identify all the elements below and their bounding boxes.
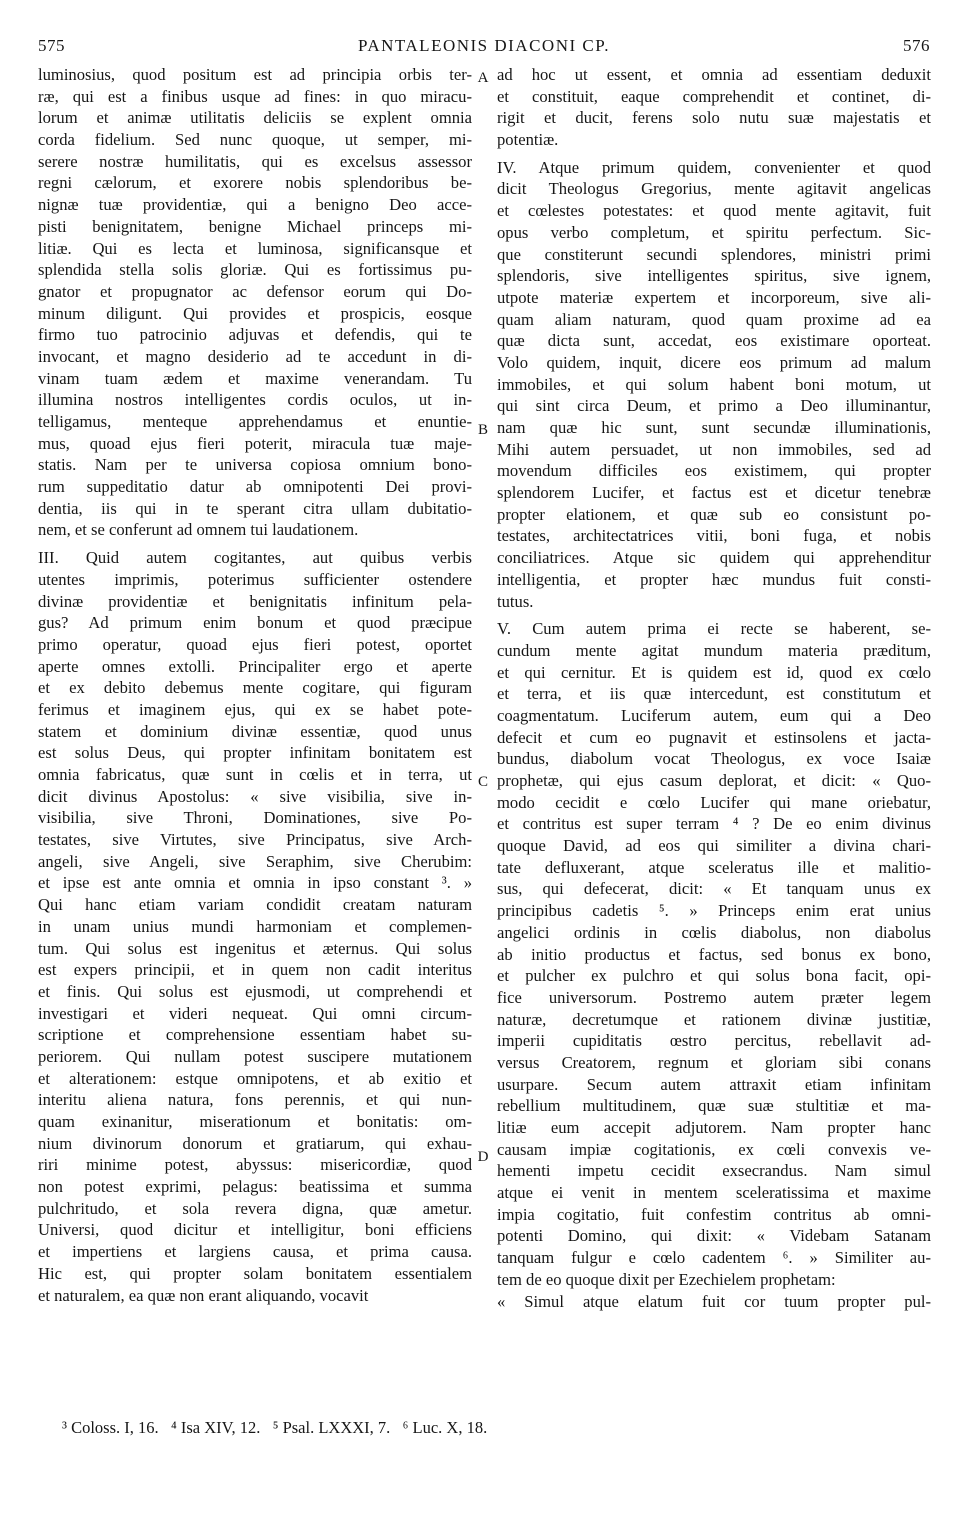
running-title: PANTALEONIS DIACONI CP. xyxy=(357,36,611,55)
text-line: Mihi autem persuadet, ut non immobiles, sed ad xyxy=(497,439,931,459)
text-line: immobiles, et qui solum habent boni motum, ut xyxy=(497,374,931,394)
text-line: primo operatur, quoad ejus fieri potest, oportet xyxy=(38,634,472,654)
text-line: regni cælorum, et exorere nobis splendoribus be- xyxy=(38,173,472,193)
text-line: dicit Theologus Gregorius, mente agitavit angelicas xyxy=(497,179,931,199)
text-line: et ex debito debemus mente cogitare, qui figuram xyxy=(38,678,472,698)
text-line: gus? Ad primum enim bonum et quod præcipue xyxy=(38,613,472,633)
text-line: splendida stella solis gloriæ. Qui es fortissimus pu- xyxy=(38,260,472,280)
text-line: impia cogitatio, fuit confestim contritus ab omni- xyxy=(497,1204,931,1224)
text-line: cundum mente agitat mundum materia præditum, xyxy=(497,640,931,660)
text-line: Universi, quod dicitur et intelligitur, boni efficiens xyxy=(38,1220,472,1240)
text-line: visibilia, sive Throni, Dominationes, sive Po- xyxy=(38,808,472,828)
text-line: lorum et animæ utilitatis deliciis se explent omnia xyxy=(38,108,472,128)
margin-marker-a: A xyxy=(477,70,489,86)
text-line: Volo quidem, inquit, dicere eos primum ad malum xyxy=(497,352,931,372)
text-line: angelici ordinis in cœlis diabolus, non diabolus xyxy=(497,922,931,942)
text-line: ab initio productus et factus, sed bonus ex bono, xyxy=(497,944,931,964)
margin-marker-b: B xyxy=(477,422,488,438)
text-line: scriptione et comprehensione essentiam habet su- xyxy=(38,1025,472,1045)
text-line: et pulcher ex pulchro et qui solus bona facit, opi- xyxy=(497,966,931,986)
text-line: in unam unius mundi harmoniam et complemen- xyxy=(38,916,472,936)
text-line: ræ, qui est a finibus usque ad fines: in quo miracu- xyxy=(38,86,472,106)
text-line: vinam tuam ædem et maxime venerandam. Tu xyxy=(38,368,472,388)
text-line: quam aliam naturam, quod quam proxime ad ea xyxy=(497,309,931,329)
text-line: III. Quid autem cogitantes, aut quibus verbis xyxy=(38,548,472,568)
text-line: statis. Nam per te universa copiosa omnium bono- xyxy=(38,455,472,475)
text-line: principibus cadetis ⁵. » Princeps enim erat unius xyxy=(497,901,931,921)
text-line: et naturalem, ea quæ non erant aliquando, vocavit xyxy=(38,1285,369,1305)
text-line: utentes imprimis, poterimus sufficienter ostendere xyxy=(38,569,472,589)
text-line: Qui hanc etiam variam condidit creatam naturam xyxy=(38,895,472,915)
text-line: coagmentatum. Luciferum autem, eum qui a Deo xyxy=(497,705,931,725)
text-line: litiæ. Qui es lecta et luminosa, significansque et xyxy=(38,238,472,258)
text-line: aperte omnes extolli. Principaliter ergo et aperte xyxy=(38,656,472,676)
footnotes: ³ Coloss. I, 16. ⁴ Isa XIV, 12. ⁵ Psal. LXXXI, 7. ⁶ Luc. X, 18. xyxy=(62,1418,488,1437)
text-line: tanquam fulgur e cœlo cadentem ⁶. » Similiter au- xyxy=(497,1248,931,1268)
text-line: quoque David, ad eos qui similiter a divina chari- xyxy=(497,836,931,856)
text-line: litiæ eum accepit adjutorem. Nam propter hanc xyxy=(497,1118,931,1137)
text-line: nium divinorum donorum et gratiarum, qui exhau- xyxy=(38,1133,472,1153)
text-line: investigari et videri nequeat. Qui omni circum- xyxy=(38,1003,472,1023)
text-line: potenti Domino, qui dixit: « Videbam Satanam xyxy=(497,1226,931,1246)
text-line: quæ dicta sunt, accedat, eos existimare oporteat. xyxy=(497,331,931,351)
text-line: invocant, et magno desiderio ad te accedunt in di- xyxy=(38,346,472,366)
text-line: interitu aliena natura, fons perennis, et qui nun- xyxy=(38,1090,472,1110)
text-line: quam exinanitur, miserationum et bonitatis: om- xyxy=(38,1112,472,1131)
text-line: movendum difficiles eos existimem, qui propter xyxy=(497,461,931,481)
text-line: opus verbo completum, et spiritu perfectum. Sic- xyxy=(497,222,931,242)
text-line: splendoris, sive intelligentes spiritus, sive ignem, xyxy=(497,266,931,286)
text-line: et impertiens et largiens causa, et prima causa. xyxy=(38,1242,472,1262)
text-line: rebellium multitudinem, quæ suæ stultitiæ et ma- xyxy=(497,1096,931,1116)
margin-marker-d: D xyxy=(477,1149,489,1165)
text-line: periorem. Qui nullam potest suscipere mutationem xyxy=(38,1046,472,1066)
text-line: defecit et cum eo pugnavit et estinsolens et jacta- xyxy=(497,727,931,747)
text-line: hementi impetu cecidit exsecrandus. Nam simul xyxy=(497,1161,931,1181)
text-line: versus Creatorem, regnum et gloriam sibi conans xyxy=(497,1052,931,1072)
text-line: et contritus est super terram ⁴ ? De eo enim divinus xyxy=(497,814,931,834)
text-line: fice universorum. Postremo autem præter legem xyxy=(497,987,931,1007)
text-line: et alterationem: estque omnipotens, et ab exitio et xyxy=(38,1068,472,1088)
text-line: et finis. Qui solus est ejusmodi, ut comprehendi et xyxy=(38,981,472,1001)
page-number-left: 575 xyxy=(38,36,65,55)
text-line: ad hoc ut essent, et omnia ad essentiam deduxit xyxy=(497,65,931,84)
text-line: bundus, diabolum vocat Theologus, ex voce Isaiæ xyxy=(497,749,931,769)
text-line: « Simul atque elatum fuit cor tuum propter pul- xyxy=(497,1291,931,1311)
text-line: dentia, iis qui in te sperant citra ullam dubitatio- xyxy=(38,498,472,518)
text-line: nignæ tuæ providentiæ, qui a benigno Deo acce- xyxy=(38,195,472,215)
left-column xyxy=(38,64,472,1306)
text-line: prophetæ, qui ejus casum deplorat, et dicit: « Quo- xyxy=(497,771,931,790)
text-line: testates, architectatrices vitii, boni fuga, et nobis xyxy=(497,526,931,546)
text-line: utpote materiæ expertem et incorporeum, sive ali- xyxy=(497,287,931,307)
text-line: divinæ providentiæ et benignitatis infinitum pela- xyxy=(38,591,472,611)
text-line: que constiterunt secundi splendores, ministri primi xyxy=(497,244,931,264)
text-line: naturæ, decretumque et rationem divinæ justitiæ, xyxy=(497,1009,931,1029)
text-line: IV. Atque primum quidem, convenienter et quod xyxy=(497,157,931,177)
text-line: telligamus, menteque apprehendamus et enuntie- xyxy=(38,412,472,431)
text-line: luminosius, quod positum est ad principia orbis ter- xyxy=(38,65,472,84)
text-line: serere nostræ humilitatis, qui es excelsus assessor xyxy=(38,151,472,171)
text-line: usurpare. Secum autem attraxit etiam infinitam xyxy=(497,1074,931,1094)
text-line: est expers principii, et in quem non cadit interitus xyxy=(38,960,472,980)
text-line: corda fidelium. Sed nunc quoque, ut semper, mi- xyxy=(38,130,472,150)
right-column xyxy=(497,64,931,1312)
text-line: illumina nostros intelligentes cordis oculos, ut in- xyxy=(38,390,472,410)
text-line: nam quæ hic sunt, sunt secundæ illuminationis, xyxy=(497,418,931,437)
text-line: tem de eo quoque dixit per Ezechielem prophetam: xyxy=(497,1269,836,1289)
text-line: pulchritudo, et sola revera digna, quæ ametur. xyxy=(38,1198,472,1218)
text-line: angeli, sive Angeli, sive Seraphim, sive Cherubim: xyxy=(38,851,472,871)
text-line: tum. Qui solus est ingenitus et æternus. Qui solus xyxy=(38,938,472,958)
text-line: et terra, et iis quæ intercedunt, est constitutum et xyxy=(497,684,931,704)
text-line: conciliatrices. Atque sic quidem qui apprehenditur xyxy=(497,548,931,568)
text-line: et constituit, eaque comprehendit et continet, di- xyxy=(497,86,931,106)
text-line: omnia fabricatus, quæ sunt in cœlis et in terra, ut xyxy=(38,765,472,784)
text-line: riri minime potest, abyssus: misericordiæ, quod xyxy=(38,1155,472,1175)
text-line: imperii cupiditatis œstro percitus, rebellavit ad- xyxy=(497,1031,931,1051)
text-line: sus, qui defecerat, dicit: « Et tanquam unus ex xyxy=(497,879,931,899)
text-line: tutus. xyxy=(497,591,534,611)
text-line: et cœlestes potestates: et quod mente agitavit, fuit xyxy=(497,201,931,221)
text-line: minum diligunt. Qui provides et prospicis, eosque xyxy=(38,303,472,323)
text-line: et qui cernitur. Et is quidem est id, quod ex cœlo xyxy=(497,662,931,682)
text-line: gnator et propugnator ac defensor eorum qui Do- xyxy=(38,281,472,301)
text-line: tate defluxerant, atque sceleratus ille et malitio- xyxy=(497,857,931,877)
text-line: rum suppeditatio datur ab omnipotenti Dei provi- xyxy=(38,477,472,497)
text-line: mus, quoad ejus fieri poterit, miracula tuæ maje- xyxy=(38,433,472,453)
text-line: splendorem Lucifer, et factus est et dicetur tenebræ xyxy=(497,483,931,503)
text-line: causam impiæ cogitationis, ex cœli convexis ve- xyxy=(497,1139,931,1159)
text-line: dicit divinus Apostolus: « sive visibilia, sive in- xyxy=(38,786,472,806)
text-line: ferimus et imaginem ejus, qui ex se habet pote- xyxy=(38,699,472,719)
text-line: V. Cum autem prima ei recte se haberent, se- xyxy=(497,619,931,639)
text-line: potentiæ. xyxy=(497,130,559,150)
text-line: Hic est, qui propter solam bonitatem essentialem xyxy=(38,1263,472,1283)
margin-marker-c: C xyxy=(477,774,488,790)
text-line: est solus Deus, qui propter infinitam bonitatem est xyxy=(38,743,472,763)
text-line: non potest exprimi, pelagus: beatissima et summa xyxy=(38,1177,472,1197)
text-line: firmo tuo patrocinio adjuvas et defendis, qui te xyxy=(38,325,472,345)
text-line: pisti benignitatem, benigne Michael princeps mi- xyxy=(38,216,472,236)
text-line: rigit et ducit, ferens solo nutu suæ majestatis et xyxy=(497,108,931,128)
text-line: et ipse est ante omnia et omnia in ipso constant ³. » xyxy=(38,873,472,893)
text-line: propter elationem, et quæ sub eo consistunt po- xyxy=(497,504,931,524)
text-line: testates, sive Virtutes, sive Principatus, sive Arch- xyxy=(38,830,472,850)
text-line: nem, et se conferunt ad omnem tui laudationem. xyxy=(38,520,359,540)
page-number-right: 576 xyxy=(903,36,930,55)
text-line: atque ei venit in mentem sceleratissima et maxime xyxy=(497,1183,931,1203)
text-line: intelligentia, et propter hæc mundus fuit consti- xyxy=(497,569,931,589)
page-header xyxy=(38,36,930,60)
text-line: qui sint circa Deum, et primo a Deo illuminantur, xyxy=(497,396,931,416)
text-line: modo cecidit e cœlo Lucifer qui mane oriebatur, xyxy=(497,792,931,812)
text-line: statem et dominium divinæ essentiæ, quod unus xyxy=(38,721,472,741)
